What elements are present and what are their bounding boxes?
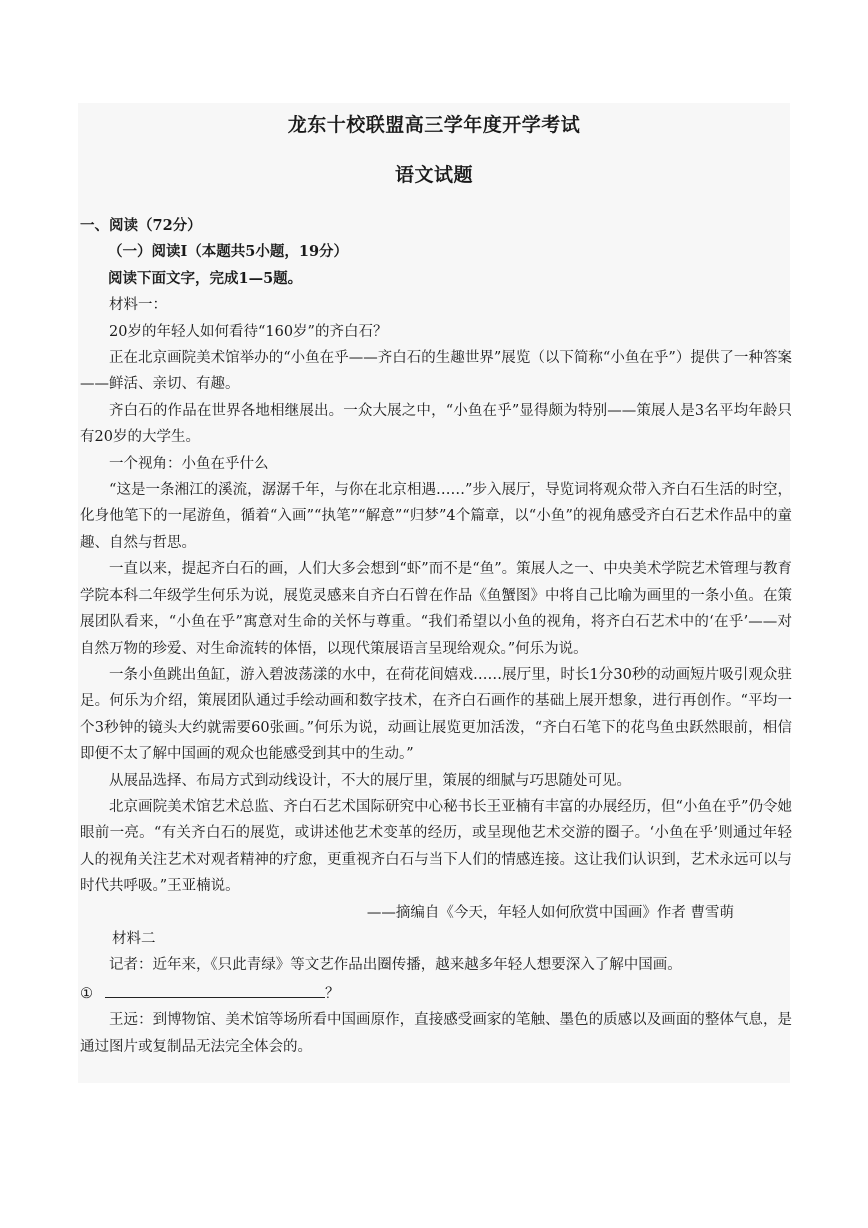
blank-end: ？ <box>325 985 340 1002</box>
paragraph: 北京画院美术馆艺术总监、齐白石艺术国际研究中心秘书长王亚楠有丰富的办展经历，但“小鱼在乎”仍令她眼前一亮。“有关齐白石的展览，或讲述他艺术变革的经历，或呈现他艺术交游的圈子。‘小鱼在乎’则通过年轻人的视角关注艺术对观者精神的疗愈，更重视齐白石与当下人们的情感连接。这让我们认识到，艺术永远可以与时代共呼吸。”王亚楠说。 <box>80 798 792 895</box>
paragraph: 齐白石的作品在世界各地相继展出。一众大展之中，“小鱼在乎”显得颇为特别——策展人是3名平均年龄只有20岁的大学生。 <box>80 402 792 446</box>
material2-label: 材料二 <box>112 930 156 947</box>
blank-number: ① <box>80 985 93 1002</box>
material1-label: 材料一： <box>109 297 167 314</box>
attribution: ——摘编自《今天，年轻人如何欣赏中国画》作者 曹雪萌 <box>366 904 734 921</box>
blank-question <box>80 979 792 1007</box>
paragraph: 正在北京画院美术馆举办的“小鱼在乎——齐白石的生趣世界”展览（以下简称“小鱼在乎”）提供了一种答案——鲜活、亲切、有趣。 <box>80 350 792 393</box>
interview-answer: 王远：到博物馆、美术馆等场所看中国画原作，直接感受画家的笔触、墨色的质感以及画面的整体气息，是通过图片或复制品无法完全体会的。 <box>80 1012 792 1055</box>
document-body <box>80 213 792 1060</box>
section-title: 一、阅读（72分） <box>80 217 202 234</box>
answer-blank[interactable] <box>105 979 325 998</box>
instruction: 阅读下面文字，完成1—5题。 <box>108 269 303 287</box>
paragraph: 一直以来，提起齐白石的画，人们大多会想到“虾”而不是“鱼”。策展人之一、中央美术学院艺术管理与教育学院本科二年级学生何乐为说，展览灵感来自齐白石曾在作品《鱼蟹图》中将自己比喻为画里的一条小鱼。在策展团队看来，“小鱼在乎”寓意对生命的关怀与尊重。“我们希望以小鱼的视角，将齐白石艺术中的‘在乎’——对自然万物的珍爱、对生命流转的体悟，以现代策展语言呈现给观众。”何乐为说。 <box>80 561 792 657</box>
part-title: （一）阅读Ⅰ（本题共5小题，19分） <box>108 243 349 261</box>
exam-title: 龙东十校联盟高三学年度开学考试 <box>287 114 581 136</box>
exam-subtitle: 语文试题 <box>394 164 473 186</box>
paragraph: 从展品选择、布局方式到动线设计，不大的展厅里，策展的细腻与巧思随处可见。 <box>109 772 631 789</box>
subheading: 一个视角：小鱼在乎什么 <box>109 455 269 472</box>
paragraph: “这是一条湘江的溪流，潺潺千年，与你在北京相遇……”步入展厅，导览词将观众带入齐白石生活的时空，化身他笔下的一尾游鱼，循着“入画”“执笔”“解意”“归梦”4个篇章，以“小鱼”的视角感受齐白石艺术作品中的童趣、自然与哲思。 <box>80 482 792 551</box>
interview-question: 记者：近年来，《只此青绿》等文艺作品出圈传播，越来越多年轻人想要深入了解中国画。 <box>109 957 682 974</box>
paragraph: 一条小鱼跳出鱼缸，游入碧波荡漾的水中，在荷花间嬉戏……展厅里，时长1分30秒的动画短片吸引观众驻足。何乐为介绍，策展团队通过手绘动画和数字技术，在齐白石画作的基础上展开想象，进行再创作。“平均一个3秒钟的镜头大约就需要60张画。”何乐为说，动画让展览更加活泼，“齐白石笔下的花鸟鱼虫跃然眼前，相信即便不太了解中国画的观众也能感受到其中的生动。” <box>80 666 792 763</box>
paragraph: 20岁的年轻人如何看待“160岁”的齐白石？ <box>109 323 388 340</box>
